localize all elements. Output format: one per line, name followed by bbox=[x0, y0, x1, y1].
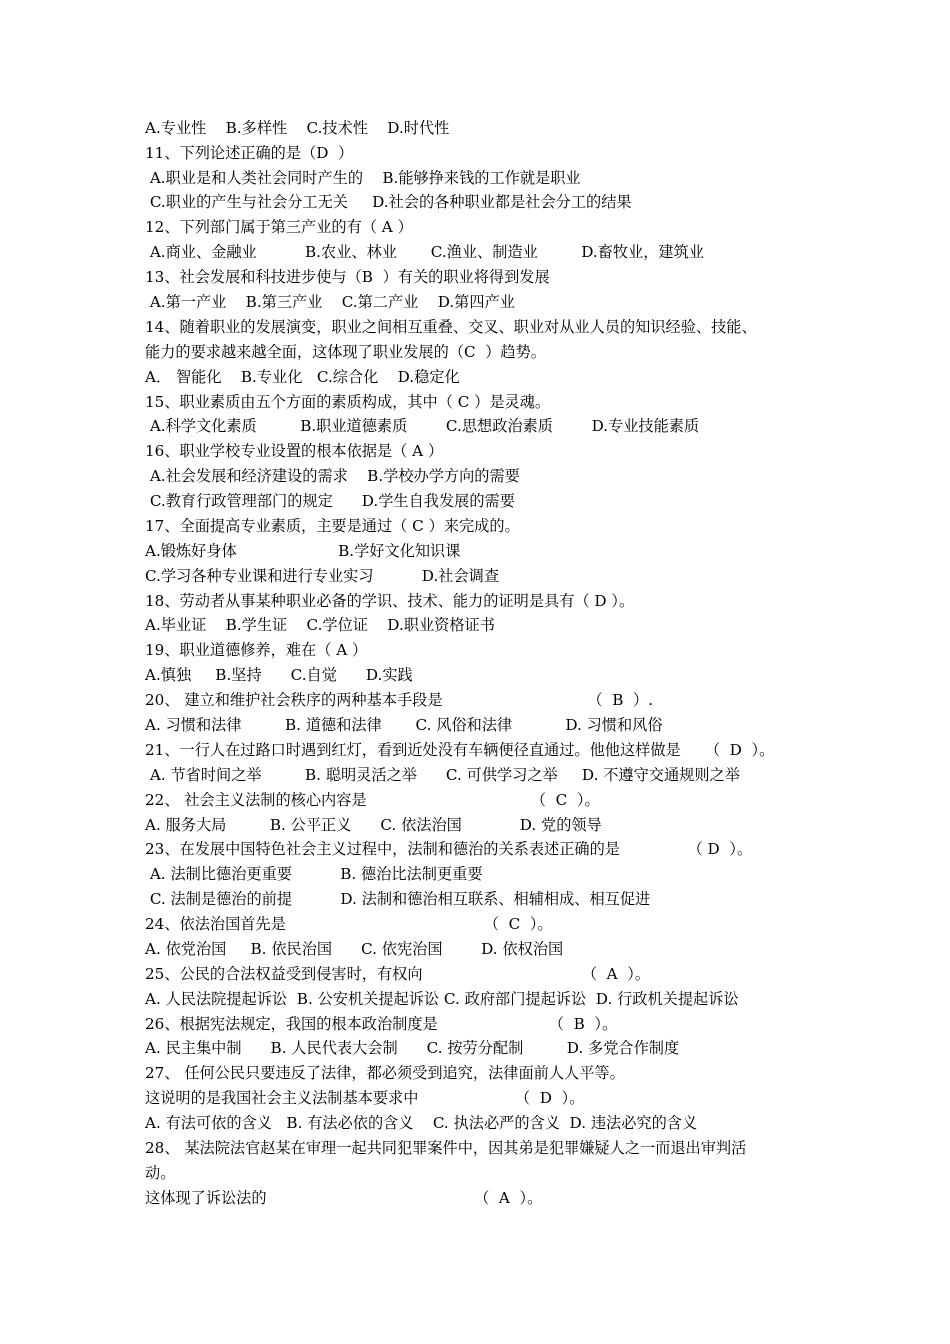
text-line: A.商业、金融业 B.农业、林业 C.渔业、制造业 D.畜牧业，建筑业 bbox=[145, 243, 704, 261]
text-line: C.职业的产生与社会分工无关 D.社会的各种职业都是社会分工的结果 bbox=[145, 193, 632, 211]
text-line: A. 民主集中制 B. 人民代表大会制 C. 按劳分配制 D. 多党合作制度 bbox=[145, 1039, 680, 1057]
text-line: 14、随着职业的发展演变，职业之间相互重叠、交叉、职业对从业人员的知识经验、技能、 bbox=[145, 318, 757, 336]
text-line: 22、 社会主义法制的核心内容是 （ C ）。 bbox=[145, 791, 600, 809]
text-line: 20、 建立和维护社会秩序的两种基本手段是 （ B ）. bbox=[145, 691, 654, 709]
text-line: A. 有法可依的含义 B. 有法必依的含义 C. 执法必严的含义 D. 违法必究的含义 bbox=[145, 1114, 698, 1132]
text-line: C.教育行政管理部门的规定 D.学生自我发展的需要 bbox=[145, 492, 515, 510]
text-line: 27、 任何公民只要违反了法律，都必须受到追究，法律面前人人平等。 bbox=[145, 1064, 625, 1082]
text-line: A.第一产业 B.第三产业 C.第二产业 D.第四产业 bbox=[145, 293, 515, 311]
text-line: C. 法制是德治的前提 D. 法制和德治相互联系、相辅相成、相互促进 bbox=[145, 890, 651, 908]
text-line: A. 依党治国 B. 依民治国 C. 依宪治国 D. 依权治国 bbox=[145, 940, 564, 958]
text-line: A.职业是和人类社会同时产生的 B.能够挣来钱的工作就是职业 bbox=[145, 169, 581, 187]
text-line: A. 法制比德治更重要 B. 德治比法制更重要 bbox=[145, 865, 483, 883]
text-line: 17、全面提高专业素质，主要是通过（ C ）来完成的。 bbox=[145, 517, 520, 535]
text-line: 13、社会发展和科技进步使与（B ）有关的职业将得到发展 bbox=[145, 268, 550, 286]
text-line: 23、在发展中国特色社会主义过程中，法制和德治的关系表述正确的是 （ D ）。 bbox=[145, 840, 753, 858]
text-line: 25、公民的合法权益受到侵害时，有权向 （ A ）。 bbox=[145, 965, 651, 983]
text-line: A. 人民法院提起诉讼 B. 公安机关提起诉讼 C. 政府部门提起诉讼 D. 行政机关提起诉讼 bbox=[145, 990, 739, 1008]
text-line: 24、依法治国首先是 （ C ）。 bbox=[145, 915, 553, 933]
text-line: A. 习惯和法律 B. 道德和法律 C. 风俗和法律 D. 习惯和风俗 bbox=[145, 716, 663, 734]
text-line: C.学习各种专业课和进行专业实习 D.社会调查 bbox=[145, 567, 500, 585]
text-line: A.毕业证 B.学生证 C.学位证 D.职业资格证书 bbox=[145, 616, 495, 634]
text-line: A.科学文化素质 B.职业道德素质 C.思想政治素质 D.专业技能素质 bbox=[145, 417, 700, 435]
text-line: 28、 某法院法官赵某在审理一起共同犯罪案件中，因其弟是犯罪嫌疑人之一而退出审判活 bbox=[145, 1139, 747, 1157]
text-line: 19、职业道德修养，难在（ A ） bbox=[145, 641, 368, 659]
text-line: 12、下列部门属于第三产业的有（ A ） bbox=[145, 218, 413, 236]
text-line: 16、职业学校专业设置的根本依据是（ A ） bbox=[145, 442, 444, 460]
text-line: A.社会发展和经济建设的需求 B.学校办学方向的需要 bbox=[145, 467, 520, 485]
text-line: A. 服务大局 B. 公平正义 C. 依法治国 D. 党的领导 bbox=[145, 816, 602, 834]
text-line: 26、根据宪法规定，我国的根本政治制度是 （ B ）。 bbox=[145, 1015, 618, 1033]
text-line: 15、职业素质由五个方面的素质构成，其中（ C ）是灵魂。 bbox=[145, 393, 551, 411]
text-line: 能力的要求越来越全面，这体现了职业发展的（C ）趋势。 bbox=[145, 343, 546, 361]
text-line: 18、劳动者从事某种职业必备的学识、技术、能力的证明是具有（ D ）。 bbox=[145, 592, 635, 610]
text-line: 这体现了诉讼法的 （ A ）。 bbox=[145, 1189, 543, 1207]
text-line: A.专业性 B.多样性 C.技术性 D.时代性 bbox=[145, 119, 450, 137]
text-line: 21、一行人在过路口时遇到红灯，看到近处没有车辆便径直通过。他他这样做是 （ D ）。 bbox=[145, 741, 775, 759]
text-line: A.锻炼好身体 B.学好文化知识课 bbox=[145, 542, 461, 560]
text-line: 11、下列论述正确的是（D ） bbox=[145, 144, 354, 162]
text-line: 动。 bbox=[145, 1164, 176, 1182]
text-line: A． 智能化 B.专业化 C.综合化 D.稳定化 bbox=[145, 368, 460, 386]
text-line: 这说明的是我国社会主义法制基本要求中 （ D ）。 bbox=[145, 1089, 585, 1107]
text-line: A.慎独 B.坚持 C.自觉 D.实践 bbox=[145, 666, 413, 684]
text-line: A. 节省时间之举 B. 聪明灵活之举 C. 可供学习之举 D. 不遵守交通规则之举 bbox=[145, 766, 740, 784]
